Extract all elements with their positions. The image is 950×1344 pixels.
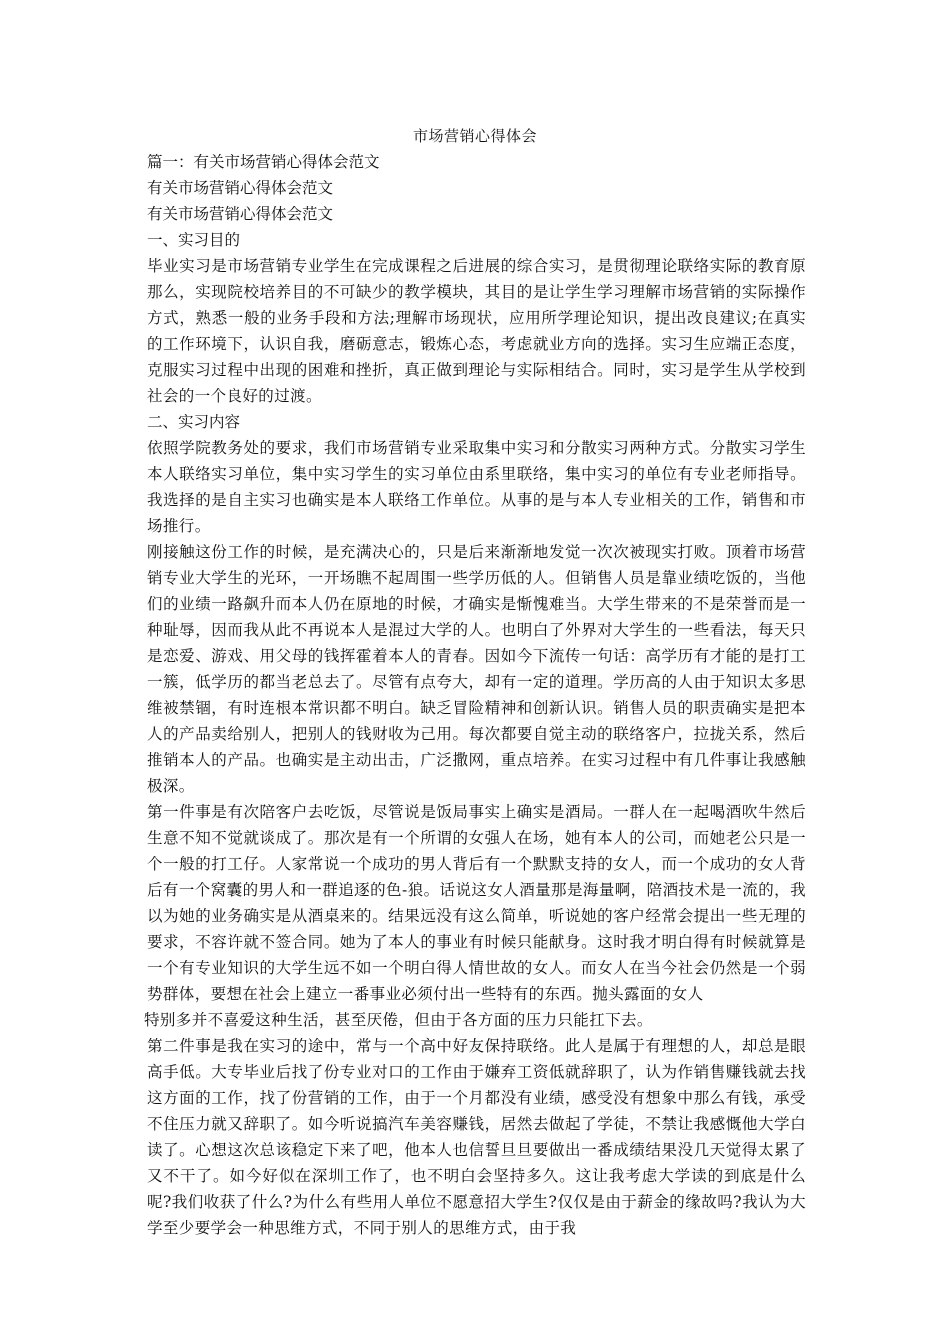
- section-heading-content: 二、实习内容: [147, 413, 241, 431]
- document-page: [144, 126, 806, 1241]
- paragraph-first-event: 第一件事是有次陪客户去吃饭，尽管说是饭局事实上确实是酒局。一群人在一起喝酒吹牛然后生意不知不觉就谈成了。那次是有一个所谓的女强人在场，她有本人的公司，而她老公只是一个一般的打工仔。人家常说一个成功的男人背后有一个默默支持的女人，而一个成功的女人背后有一个窝囊的男人和一群追逐的色-狼。话说这女人酒量那是海量啊，陪酒技术是一流的，我以为她的业务确实是从酒桌来的。结果远没有这么简单，听说她的客户经常会提出一些无理的要求，不容许就不签合同。她为了本人的事业有时候只能献身。这时我才明白得有时候就算是一个有专业知识的大学生远不如一个明白得人情世故的女人。而女人在当今社会仍然是一个弱势群体，要想在社会上建立一番事业必须付出一些特有的东西。抛头露面的女人: [147, 803, 806, 1003]
- heading-subtitle-1: 有关市场营销心得体会范文: [147, 179, 334, 197]
- paragraph-arrangement: 依照学院教务处的要求，我们市场营销专业采取集中实习和分散实习两种方式。分散实习学生本人联络实习单位，集中实习学生的实习单位由系里联络，集中实习的单位有专业老师指导。我选择的是自主实习也确实是本人联络工作单位。从事的是与本人专业相关的工作，销售和市场推行。: [147, 439, 806, 535]
- section-heading-purpose: 一、实习目的: [147, 231, 241, 249]
- heading-subtitle-2: 有关市场营销心得体会范文: [147, 205, 334, 223]
- heading-part-one: 篇一：有关市场营销心得体会范文: [147, 153, 380, 171]
- paragraph-experience: 刚接触这份工作的时候，是充满决心的，只是后来渐渐地发觉一次次被现实打败。顶着市场营销专业大学生的光环，一开场瞧不起周围一些学历低的人。但销售人员是靠业绩吃饭的，当他们的业绩一路飙升而本人仍在原地的时候，才确实是惭愧难当。大学生带来的不是荣誉而是一种耻辱，因而我从此不再说本人是混过大学的人。也明白了外界对大学生的一些看法，每天只是恋爱、游戏、用父母的钱挥霍着本人的青春。因如今下流传一句话：高学历有才能的是打工一簇，低学历的都当老总去了。尽管有点夸大，却有一定的道理。学历高的人由于知识太多思维被禁锢，有时连根本常识都不明白。缺乏冒险精神和创新认识。销售人员的职责确实是把本人的产品卖给别人，把别人的钱财收为己用。每次都要自觉主动的联络客户，拉拢关系，然后推销本人的产品。也确实是主动出击，广泛撒网，重点培养。在实习过程中有几件事让我感触极深。: [147, 543, 806, 795]
- paragraph-second-event: 第二件事是我在实习的途中，常与一个高中好友保持联络。此人是属于有理想的人，却总是眼高手低。大专毕业后找了份专业对口的工作由于嫌弃工资低就辞职了，认为作销售赚钱就去找这方面的工作，找了份营销的工作，由于一个月都没有业绩，感受没有想象中那么有钱，承受不住压力就又辞职了。如今听说搞汽车美容赚钱，居然去做起了学徒，不禁让我感慨他大学白读了。心想这次总该稳定下来了吧，他本人也信誓旦旦要做出一番成绩结果没几天觉得太累了又不干了。如今好似在深圳工作了，也不明白会坚持多久。这让我考虑大学读的到底是什么呢?我们收获了什么?为什么有些用人单位不愿意招大学生?仅仅是由于薪金的缘故吗?我认为大学至少要学会一种思维方式，不同于别人的思维方式，由于我: [147, 1037, 806, 1237]
- document-title: 市场营销心得体会: [412, 127, 537, 145]
- paragraph-first-event-continued: 特别多并不喜爱这种生活，甚至厌倦，但由于各方面的压力只能扛下去。: [144, 1011, 653, 1029]
- paragraph-purpose: 毕业实习是市场营销专业学生在完成课程之后进展的综合实习，是贯彻理论联络实际的教育原那么，实现院校培养目的不可缺少的教学模块，其目的是让学生学习理解市场营销的实际操作方式，熟悉一般的业务手段和方法;理解市场现状，应用所学理论知识，提出改良建议;在真实的工作环境下，认识自我，磨砺意志，锻炼心态，考虑就业方向的选择。实习生应端正态度，克服实习过程中出现的困难和挫折，真正做到理论与实际相结合。同时，实习是学生从学校到社会的一个良好的过渡。: [147, 257, 806, 405]
